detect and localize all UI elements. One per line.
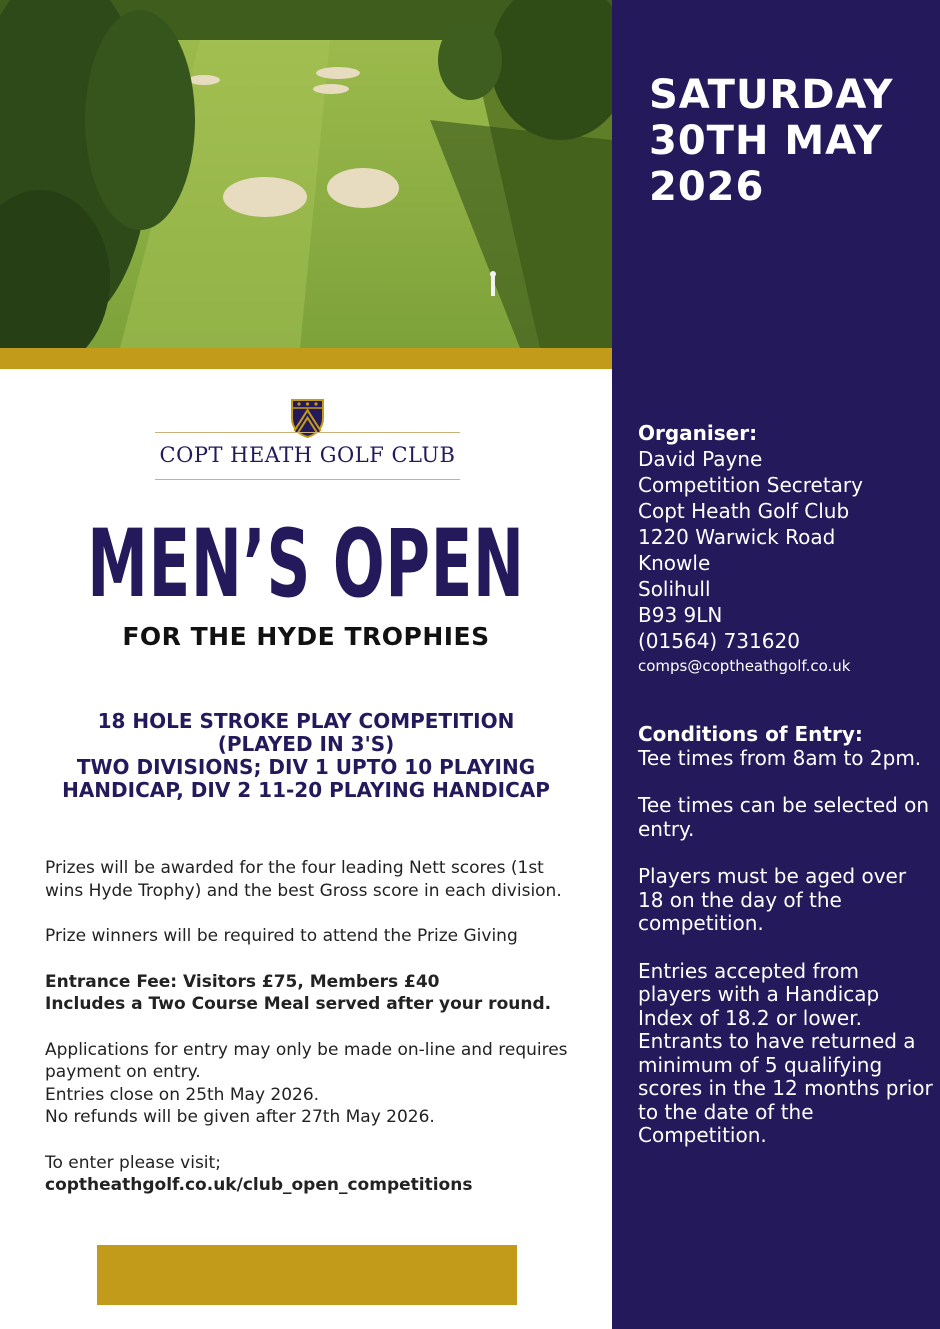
refund-policy: No refunds will be given after 27th May 2026. [45, 1107, 435, 1127]
organiser-phone: (01564) 731620 [638, 629, 800, 653]
logo-rule-top [155, 432, 460, 433]
gold-divider-band [0, 348, 612, 369]
event-details [45, 857, 585, 1220]
organiser-role: Competition Secretary [638, 473, 863, 497]
date-day-month: 30TH MAY [649, 118, 884, 164]
event-subtitle: FOR THE HYDE TROPHIES [122, 622, 490, 651]
organiser-address-line3: Solihull [638, 577, 711, 601]
application-online: Applications for entry may only be made on-line and requires payment on entry. [45, 1039, 568, 1082]
conditions-block [638, 723, 933, 1172]
entry-link-block [45, 1152, 585, 1197]
event-title: MEN’S OPEN [87, 510, 525, 619]
condition-tee-times: Tee times from 8am to 2pm. [638, 745, 922, 770]
organiser-block [638, 420, 933, 676]
prizes-text: Prizes will be awarded for the four leading Nett scores (1st wins Hyde Trophy) and the best Gross score in each division. [45, 858, 562, 901]
competition-line2: (PLAYED IN 3'S) [217, 732, 395, 756]
conditions-heading: Conditions of Entry: [638, 722, 863, 746]
gold-footer-bar [97, 1245, 517, 1305]
organiser-club: Copt Heath Golf Club [638, 499, 850, 523]
entrance-fee: Entrance Fee: Visitors £75, Members £40 [45, 971, 440, 992]
fee-block [45, 971, 585, 1016]
right-info-panel [612, 0, 940, 1329]
entry-url-link[interactable]: coptheathgolf.co.uk/club_open_competitions [45, 1175, 473, 1195]
event-date [649, 72, 934, 210]
competition-line3: TWO DIVISIONS; DIV 1 UPTO 10 PLAYING [76, 755, 536, 779]
entries-close: Entries close on 25th May 2026. [45, 1084, 320, 1105]
organiser-name: David Payne [638, 447, 763, 471]
organiser-postcode: B93 9LN [638, 603, 723, 627]
condition-age: Players must be aged over 18 on the day of the competition. [638, 864, 907, 935]
organiser-address-line1: 1220 Warwick Road [638, 525, 836, 549]
date-weekday: SATURDAY [649, 72, 894, 118]
organiser-address-line2: Knowle [638, 551, 711, 575]
condition-handicap: Entries accepted from players with a Handicap Index of 18.2 or lower. Entrants to have returned a minimum of 5 qualifying scores in the 12 months prior to the date of the Competition. [638, 958, 933, 1147]
date-year: 2026 [649, 164, 765, 210]
organiser-email: comps@coptheathgolf.co.uk [638, 657, 851, 675]
visit-label: To enter please visit; [45, 1152, 221, 1173]
meal-included: Includes a Two Course Meal served after your round. [45, 994, 552, 1014]
organiser-heading: Organiser: [638, 421, 758, 445]
club-logo [155, 398, 460, 482]
club-name: COPT HEATH GOLF CLUB [159, 443, 456, 467]
competition-format [20, 710, 592, 802]
condition-tee-selection: Tee times can be selected on entry. [638, 793, 930, 841]
competition-line1: 18 HOLE STROKE PLAY COMPETITION [97, 709, 515, 733]
hero-golf-course-image [0, 0, 612, 348]
application-block [45, 1039, 585, 1129]
logo-rule-bottom [155, 479, 460, 480]
prize-giving-text: Prize winners will be required to attend the Prize Giving [45, 926, 518, 946]
competition-line4: HANDICAP, DIV 2 11-20 PLAYING HANDICAP [62, 778, 550, 802]
